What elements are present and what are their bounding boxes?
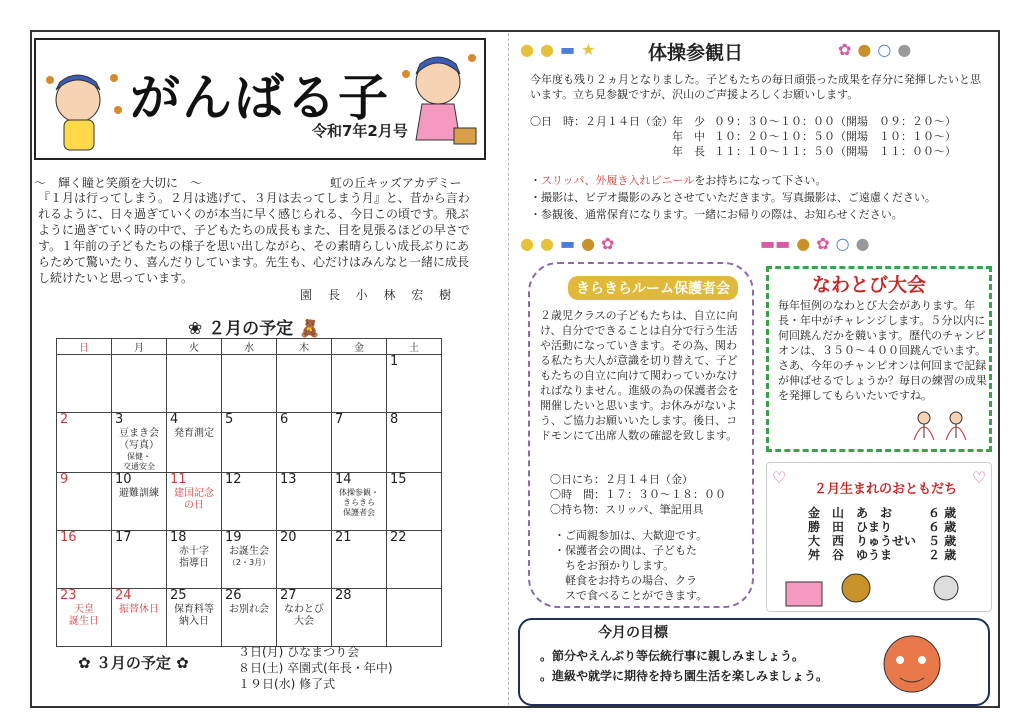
calendar-event: 建国記念: [174, 488, 214, 499]
child-illustration-left: [38, 60, 128, 156]
calendar-day-number: 19: [225, 530, 242, 545]
calendar-day-number: 23: [60, 588, 77, 603]
calendar-event: なわとび: [284, 604, 324, 615]
calendar-day-cell: [57, 355, 112, 413]
calendar-day-cell: [332, 413, 387, 473]
calendar-day-number: 5: [225, 412, 234, 427]
calendar-day-number: 4: [170, 412, 179, 427]
gym-schedule: 〇日 時：２月１４日（金）年 少 ０９：３０〜１０：００（開場 ０９：２０〜） 年 中 １０：２０〜１０：５０（開場 １０：１０〜） 年 長 １１：１０〜１１：５０（開場 １１：００〜）: [530, 115, 956, 158]
list-item: ８日(土) 卒園式(年長・年中): [238, 661, 393, 675]
calendar-day-cell: [332, 531, 387, 589]
mouse-icon: ●: [897, 40, 912, 59]
kira-room-title: きらきらルーム保護者会: [568, 276, 738, 300]
calendar-event-note: 保護者会: [343, 508, 375, 517]
calendar-day-cell: [57, 531, 112, 589]
issue-label: 令和7年2月号: [312, 122, 408, 140]
calendar-day-cell: [332, 589, 387, 647]
gym-description: 今年度も残り２ヵ月となりました。子どもたちの毎日頑張った成果を存分に発揮したいと思います。立ち見参観ですが、沢山のご声援よろしくお願いします。: [530, 73, 981, 101]
calendar-event: 赤十字: [179, 546, 209, 557]
calendar-day-cell: [387, 355, 442, 413]
calendar-day-cell: [222, 355, 277, 413]
calendar-day-cell: [57, 589, 112, 647]
calendar-day-cell: [277, 473, 332, 531]
calendar-day-number: 22: [390, 530, 407, 545]
calendar-day-number: 26: [225, 588, 242, 603]
calendar-day-number: 28: [335, 588, 352, 603]
list-item: 舛 谷 ゆうま ２ 歳: [808, 548, 957, 562]
calendar-day-number: 17: [115, 530, 132, 545]
calendar-title: ❀ ２月の予定 🧸: [188, 319, 321, 339]
calendar-event: 納入日: [179, 616, 209, 627]
calendar-weekday-header: 火: [167, 339, 222, 355]
oni-mask-child-illustration: [870, 624, 950, 702]
calendar-weekday-header: 水: [222, 339, 277, 355]
calendar-day-number: 14: [335, 472, 352, 487]
gym-title: 体操参観日: [648, 42, 744, 64]
calendar-weekday-header: 木: [277, 339, 332, 355]
calendar-day-number: 9: [60, 472, 69, 487]
calendar-day-cell: [112, 355, 167, 413]
flower-icon: ✿: [838, 40, 852, 59]
birthday-list: [808, 506, 956, 562]
calendar-day-number: 6: [280, 412, 289, 427]
monthly-goal-list: [540, 646, 828, 686]
calendar-event: 発育測定: [174, 428, 214, 439]
calendar-event: 誕生日: [69, 616, 99, 627]
calendar-event: お誕生会: [229, 546, 269, 557]
calendar-day-number: 2: [60, 412, 69, 427]
kira-room-notes: ・ご両親参加は、大歓迎です。 ・保護者会の間は、子どもた ちをお預かりします。 軽食をお持ちの場合、クラ スで食べることができます。: [554, 529, 708, 602]
calendar-day-cell: [57, 413, 112, 473]
calendar-event-note: きらきら: [343, 498, 375, 507]
calendar-event-note: （2・3月）: [227, 558, 271, 567]
list-item: 。節分やえんぶり等伝統行事に親しみましょう。: [540, 649, 805, 663]
calendar-event-note: 保健・: [127, 452, 151, 461]
kira-room-info: 〇日にち：２月１４日（金） 〇時 間：１７：３０〜１８：００ 〇持ち物：スリッパ、筆記用具: [550, 473, 726, 516]
calendar-day-number: [332, 355, 386, 370]
calendar-day-number: 24: [115, 588, 132, 603]
heart-icon: ♡: [772, 468, 787, 487]
list-item: １９日(水) 修了式: [238, 677, 336, 691]
calendar-weekday-header: 金: [332, 339, 387, 355]
calendar-day-number: 18: [170, 530, 187, 545]
calendar-day-cell: [167, 589, 222, 647]
list-item: 大 西 りゅうせい ５ 歳: [808, 534, 957, 548]
flower-icon: ✿: [78, 654, 91, 672]
calendar-day-cell: [332, 355, 387, 413]
calendar-week-row: [57, 473, 442, 531]
calendar-day-number: 7: [335, 412, 344, 427]
calendar-event: 大会: [294, 616, 314, 627]
calendar-event: の日: [184, 500, 204, 511]
ribbon-icon: ▬: [559, 40, 576, 59]
calendar-day-number: 25: [170, 588, 187, 603]
chick-icon: ●: [539, 40, 554, 59]
heart-icon: ♡: [972, 468, 987, 487]
calendar-day-number: [277, 355, 331, 370]
calendar-event: 避難訓練: [119, 488, 159, 499]
calendar-day-number: 11: [170, 472, 187, 487]
calendar-day-cell: [112, 413, 167, 473]
calendar-event: 指導日: [179, 558, 209, 569]
calendar-weekday-header: 土: [387, 339, 442, 355]
calendar-day-cell: [57, 473, 112, 531]
calendar-day-number: 1: [390, 354, 399, 369]
principal-signature: 園 長 小 林 宏 樹: [300, 288, 458, 302]
school-name: 虹の丘キッズアカデミー: [330, 176, 462, 190]
intro-text: 『１月は行ってしまう。２月は逃げて、３月は去ってしまう月』と、昔から言われるように、日々過ぎていくのが本当に早く感じられる、今日この頃です。飛ぶように過ぎていく時の中で、子どもたちの成長もまた、目を見張るほどの早さです。１年前の子どもたちの様子を思い出しながら、その素晴らしい成長ぶりにあらためて驚いたり、喜んだりしています。先生も、心だけはみんなと一緒に成長し続けたいと思っています。: [38, 191, 470, 285]
march-schedule: [238, 644, 393, 692]
star-icon: ★: [581, 40, 596, 59]
calendar-day-cell: [167, 355, 222, 413]
calendar-day-cell: [112, 531, 167, 589]
calendar-day-cell: [112, 473, 167, 531]
calendar-day-cell: [387, 589, 442, 647]
list-item: 金 山 あ お ６ 歳: [808, 506, 957, 520]
calendar-day-cell: [387, 413, 442, 473]
calendar-day-number: 27: [280, 588, 297, 603]
list-item: 。進級や就学に期待を持ち園生活を楽しみましょう。: [540, 669, 829, 683]
list-item: 勝 田 ひまり ６ 歳: [808, 520, 957, 534]
decoration-strip: ▬▬ ● ✿ ○ ●: [760, 234, 870, 253]
bear-icon: 🧸: [299, 319, 321, 339]
flower-icon: ✿: [176, 654, 189, 672]
calendar-day-cell: [332, 473, 387, 531]
calendar-day-number: 20: [280, 530, 297, 545]
calendar-day-cell: [387, 531, 442, 589]
march-title: ✿ ３月の予定 ✿: [78, 654, 189, 672]
calendar-event: （写真）: [119, 440, 159, 451]
calendar-day-cell: [387, 473, 442, 531]
newsletter-title: がんばる子: [130, 69, 390, 127]
jump-rope-description: 毎年恒例のなわとび大会があります。年長・年中がチャレンジします。５分以内に何回跳んだかを競います。歴代のチャンピオンは、３５０〜４００回跳んでいます。さあ、今年のチャンピオンは何回まで記録が伸ばせるでしょうか？毎日の練習の成果を発揮してもらいたいですね。: [778, 299, 987, 402]
flower-icon: ❀: [188, 319, 203, 339]
calendar-day-cell: [277, 589, 332, 647]
calendar-event: 豆まき会: [119, 428, 159, 439]
calendar-week-row: [57, 589, 442, 647]
decoration-strip: ● ● ▬ ● ✿: [520, 234, 615, 253]
calendar-day-cell: [222, 531, 277, 589]
calendar-day-number: [387, 589, 441, 604]
calendar-day-number: [167, 355, 221, 370]
calendar-event: 保育料等: [174, 604, 214, 615]
child-illustration-right: [396, 44, 482, 154]
calendar-event: 振替休日: [119, 604, 159, 615]
calendar-day-cell: [277, 413, 332, 473]
column-divider: [508, 33, 509, 705]
calendar-day-cell: [277, 355, 332, 413]
balloon-icon: ○: [877, 40, 892, 59]
calendar-week-row: [57, 413, 442, 473]
calendar-day-number: 3: [115, 412, 124, 427]
motto: 〜 輝く瞳と笑顔を大切に 〜: [34, 176, 203, 190]
birthday-animals-illustration: [776, 566, 976, 610]
calendar-day-number: 16: [60, 530, 77, 545]
calendar-week-row: [57, 531, 442, 589]
kira-room-description: ２歳児クラスの子どもたちは、自立に向け、自分でできることは自分で行う生活や活動になっていきます。その為、関わる私たち大人が意識を切り替えて、子どもたちの自立に向けて関わっていかなければなりません。進級の為の保護者会を開催したいと思います。お休みがないよう、ご協力お願いいたします。後日、コドモンにて出席人数の確認を致します。: [540, 309, 739, 442]
chick-icon: ●: [520, 40, 534, 59]
calendar-day-cell: [167, 413, 222, 473]
gym-notes: ・スリッパ、外履き入れビニールをお持ちになって下さい。 ・撮影は、ビデオ撮影のみとさせていただきます。写真撮影は、ご遠慮ください。 ・参観後、通常保育になります。一緒にお帰りの際は、お知らせください。: [530, 174, 936, 221]
calendar-day-cell: [277, 531, 332, 589]
jump-rope-title: なわとび大会: [812, 274, 927, 296]
calendar-day-number: 15: [390, 472, 407, 487]
decoration-strip: [520, 40, 595, 59]
calendar-event-note: 交通安全: [123, 462, 155, 471]
calendar-day-cell: [167, 531, 222, 589]
decoration-strip: [838, 40, 911, 59]
calendar-day-number: [57, 355, 111, 370]
calendar-day-cell: [222, 413, 277, 473]
calendar-day-cell: [222, 473, 277, 531]
calendar-week-row: [57, 355, 442, 413]
calendar-event-note: 体操参観・: [339, 488, 379, 497]
birthday-title: ２月生まれのおともだち: [814, 482, 958, 497]
calendar-day-cell: [222, 589, 277, 647]
calendar-weekday-header: 日: [57, 339, 112, 355]
calendar-day-cell: [112, 589, 167, 647]
calendar-event: お別れ会: [229, 604, 269, 615]
calendar-day-cell: [167, 473, 222, 531]
calendar-day-number: 21: [335, 530, 352, 545]
calendar-day-number: 10: [115, 472, 132, 487]
calendar-day-number: 8: [390, 412, 399, 427]
february-calendar: [56, 338, 442, 647]
calendar-day-number: [222, 355, 276, 370]
monthly-goal-title: 今月の目標: [598, 625, 668, 641]
calendar-event: 天皇: [74, 604, 94, 615]
calendar-day-number: 12: [225, 472, 242, 487]
jump-rope-children-illustration: [910, 410, 974, 446]
list-item: ３日(月) ひなまつり会: [238, 645, 360, 659]
calendar-weekday-header: 月: [112, 339, 167, 355]
bear-icon: ●: [857, 40, 872, 59]
calendar-day-number: [112, 355, 166, 370]
calendar-day-number: 13: [280, 472, 297, 487]
